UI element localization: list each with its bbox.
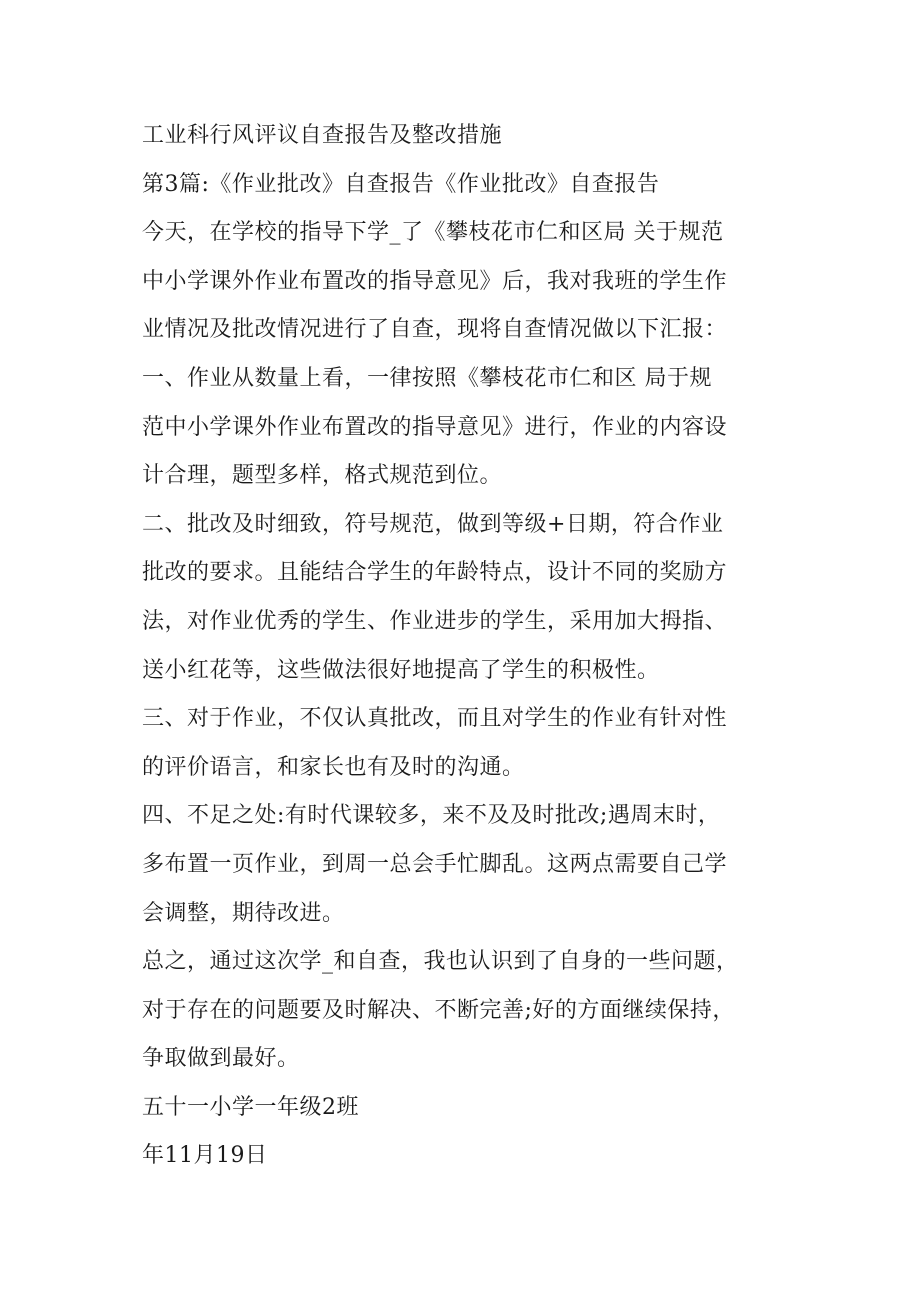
- text-line: 一、作业从数量上看，一律按照《攀枝花市仁和区 局于规: [142, 365, 712, 391]
- document-body: [142, 112, 802, 1181]
- signature-date: 年11月19日: [142, 1143, 268, 1169]
- text-line: 二、批改及时细致，符号规范，做到等级+日期，符合作业: [142, 511, 724, 537]
- signature-school: 五十一小学一年级2班: [142, 1094, 359, 1120]
- text-line: 争取做到最好。: [142, 1046, 300, 1072]
- text-line: 三、对于作业，不仅认真批改，而且对学生的作业有针对性: [142, 706, 728, 732]
- text-line: 计合理，题型多样，格式规范到位。: [142, 463, 503, 489]
- text-line: 法，对作业优秀的学生、作业进步的学生，采用加大拇指、: [142, 608, 728, 634]
- text-line: 四、不足之处:有时代课较多，来不及及时批改;遇周末时，: [142, 803, 721, 829]
- text-line: 业情况及批改情况进行了自查，现将自查情况做以下汇报：: [142, 317, 728, 343]
- text-line: 范中小学课外作业布置改的指导意见》进行，作业的内容设: [142, 414, 728, 440]
- text-line: 总之，通过这次学_和自查，我也认识到了自身的一些问题，: [142, 949, 739, 975]
- text-line: 今天，在学校的指导下学_了《攀枝花市仁和区局 关于规范: [142, 220, 724, 246]
- text-line: 对于存在的问题要及时解决、不断完善;好的方面继续保持，: [142, 997, 735, 1023]
- text-line: 会调整，期待改进。: [142, 900, 345, 926]
- text-line: 批改的要求。且能结合学生的年龄特点，设计不同的奖励方: [142, 560, 728, 586]
- text-line: 送小红花等，这些做法很好地提高了学生的积极性。: [142, 657, 660, 683]
- document-title: 工业科行风评议自查报告及整改措施: [142, 123, 503, 148]
- text-line: 中小学课外作业布置改的指导意见》后，我对我班的学生作: [142, 268, 728, 294]
- text-line: 多布置一页作业，到周一总会手忙脚乱。这两点需要自己学: [142, 851, 728, 877]
- section-heading: 第3篇:《作业批改》自查报告《作业批改》自查报告: [142, 171, 660, 197]
- text-line: 的评价语言，和家长也有及时的沟通。: [142, 754, 525, 780]
